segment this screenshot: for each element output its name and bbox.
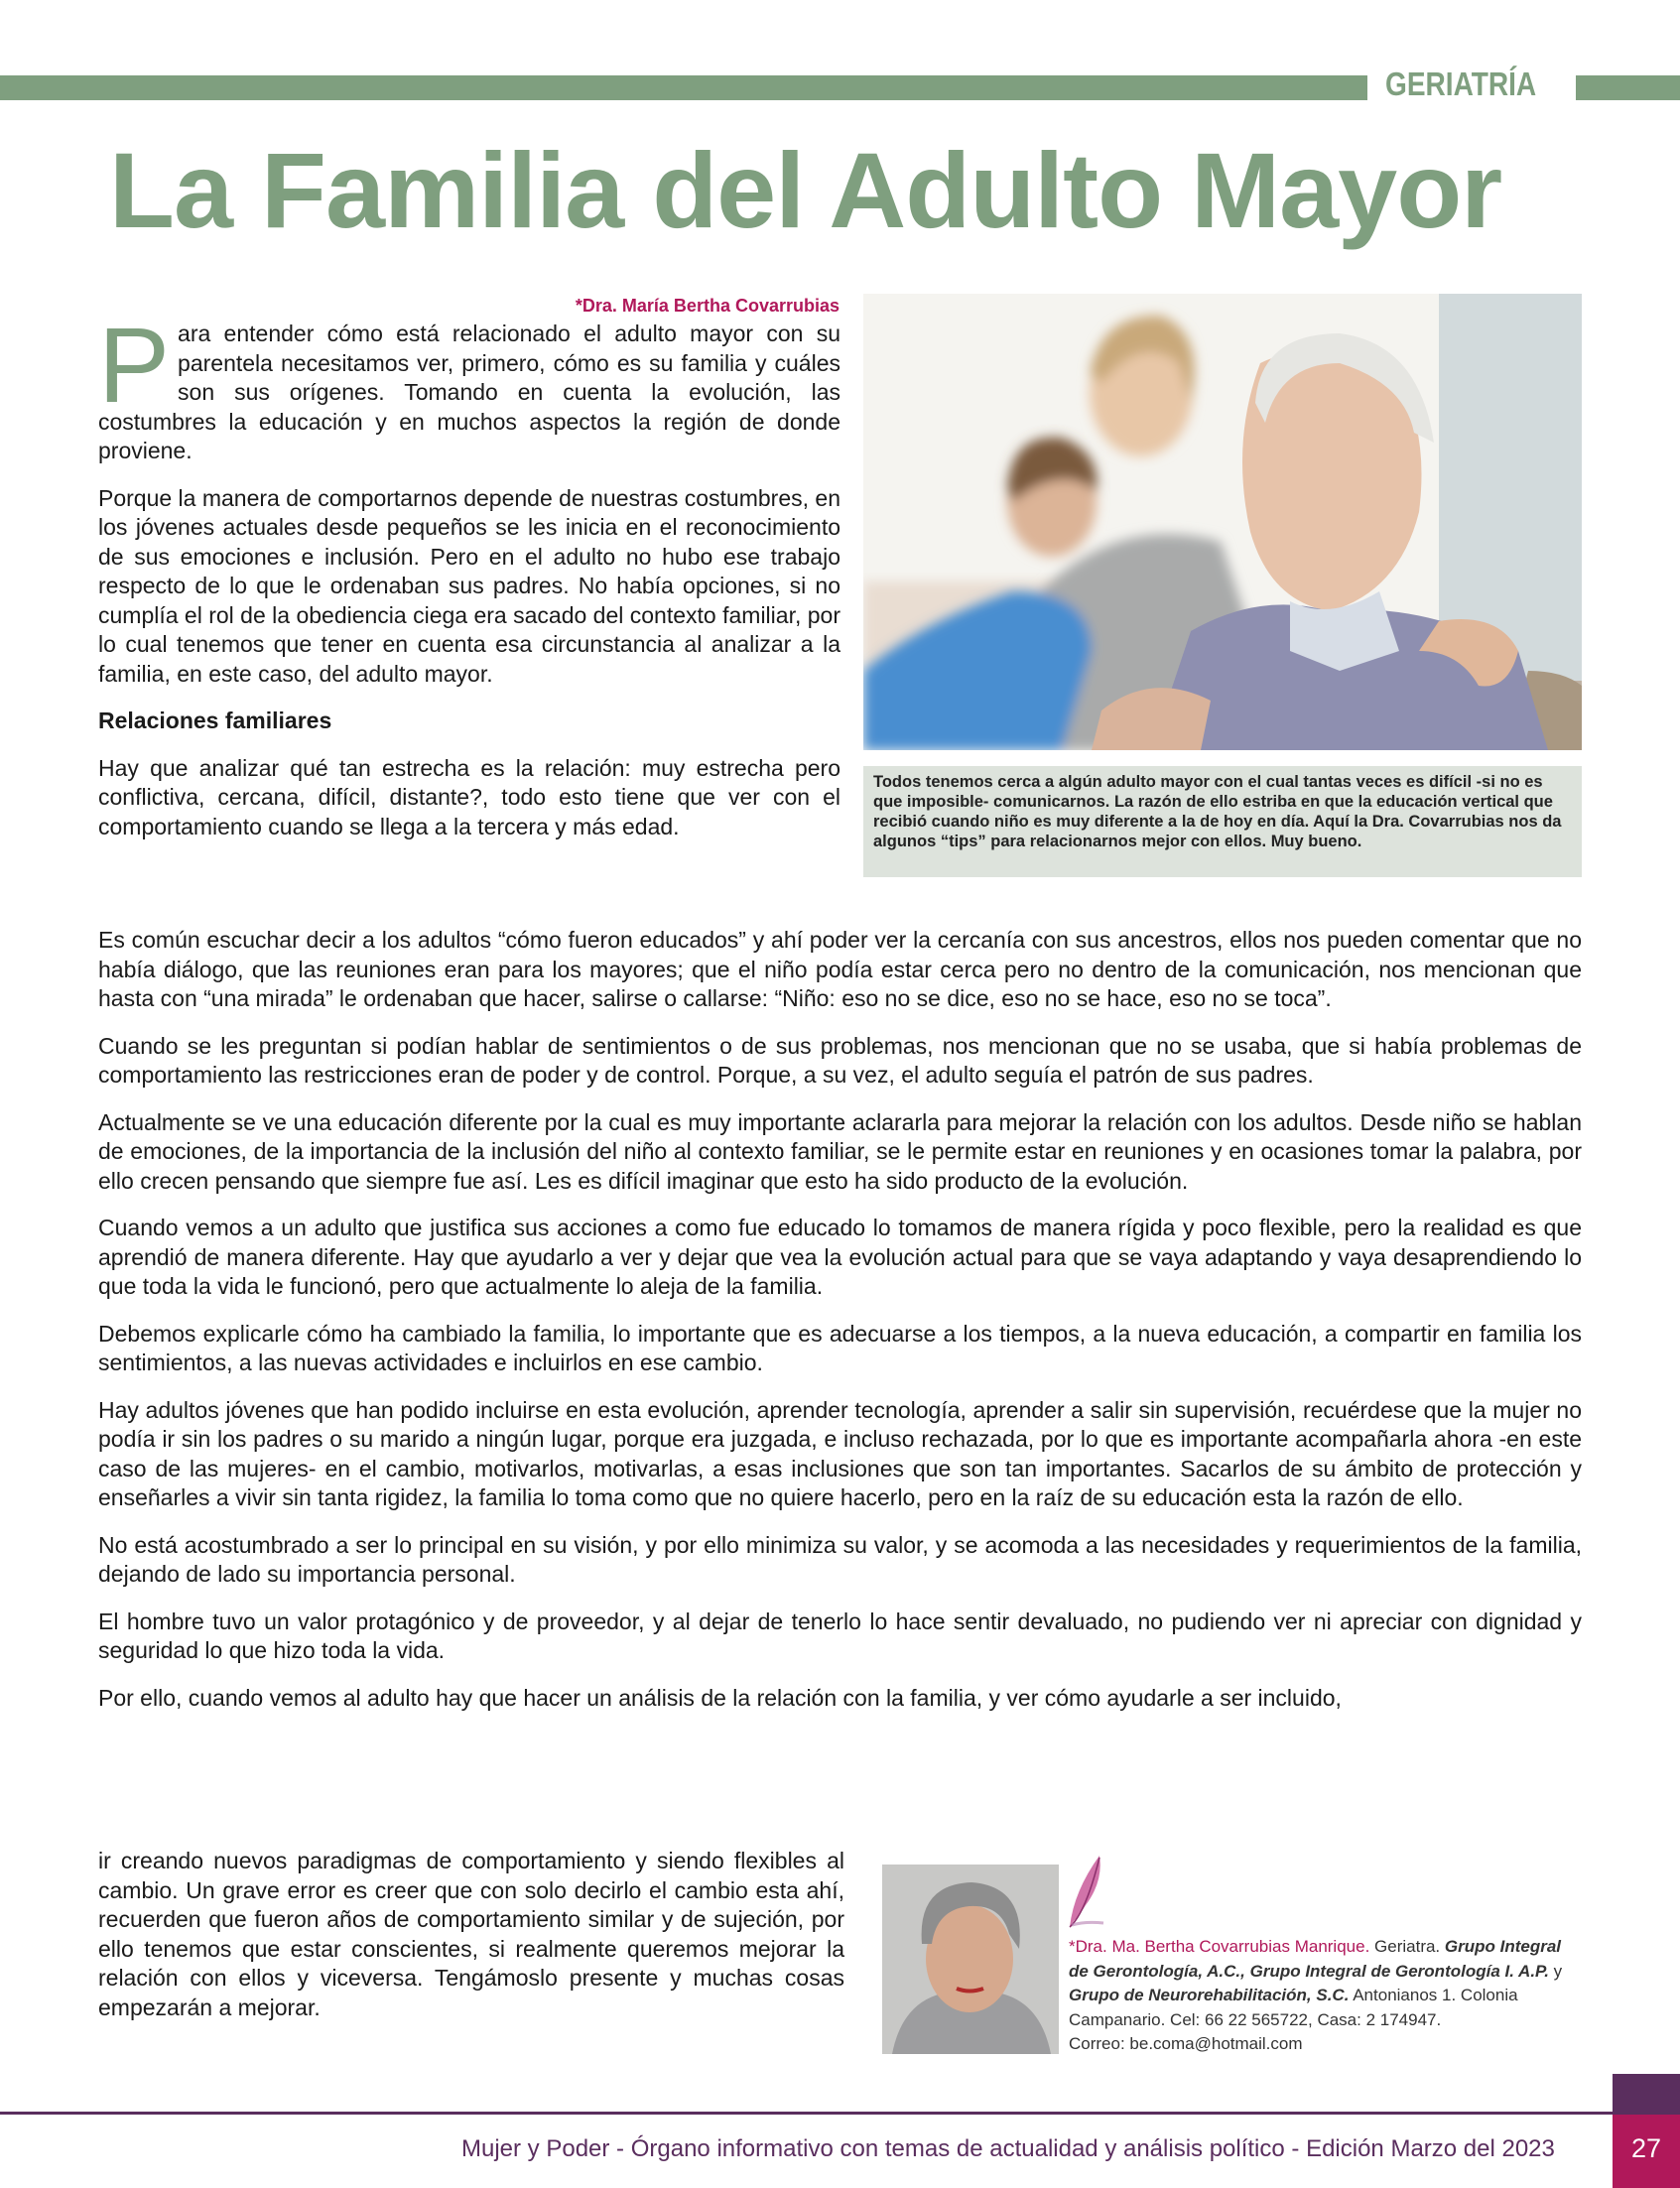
body-paragraph: Hay adultos jóvenes que han podido incluirse en esta evolución, aprender tecnología, aprender a salir sin supervisión, recuérdese que la mujer no podía ir sin los padres o su marido a ningún lugar, porque era juzgada, e incluso rechazada, por lo que es importante acompañarla ahora -en este caso de las mujeres- en el cambio, motivarlos, motivarlas, a esas inclusiones que son tan importantes. Sacarlos de su ámbito de protección y enseñarles a vivir sin tanta rigidez, la familia lo toma como que no quiere hacerlo, pero en la raíz de su educación esta la razón de ello. <box>98 1396 1582 1510</box>
section-bar-right <box>1576 75 1680 100</box>
author-portrait <box>882 1865 1059 2054</box>
author-bio <box>1069 1935 1585 2057</box>
intro-paragraph: Hay que analizar qué tan estrecha es la relación: muy estrecha pero conflictiva, cercana, difícil, distante?, todo esto tiene que ver con el comportamiento cuando se llega a la tercera y más edad. <box>98 754 840 839</box>
section-label: GERIATRÍA <box>1385 65 1537 102</box>
author-photo <box>882 1865 1059 2054</box>
photo-caption: Todos tenemos cerca a algún adulto mayor con el cual tantas veces es difícil -si no es que imposible- comunicarnos. La razón de ello estriba en que la educación vertical que recibió cuando niño es muy diferente a la de hoy en día. Aquí la Dra. Covarrubias nos da algunos “tips” para relacionarnos mejor con ellos. Muy bueno. <box>863 766 1582 877</box>
article-title: La Familia del Adulto Mayor <box>109 130 1502 250</box>
author-organization: Grupo de Neurorehabilitación, S.C. <box>1069 1986 1350 2004</box>
author-byline: *Dra. María Bertha Covarrubias <box>575 296 840 316</box>
author-organizations: Grupo Integral de Gerontología, A.C., Grupo Integral de Gerontología I. A.P. <box>1069 1937 1562 1981</box>
body-paragraph: Es común escuchar decir a los adultos “cómo fueron educados” y ahí poder ver la cercanía con sus ancestros, ellos nos pueden comentar que no había diálogo, que las reuniones eran para los mayores; que el niño podía estar cerca pero no dentro de la comunicación, nos mencionan que hasta con “una mirada” le ordenaban que hacer, salirse o callarse: “Niño: eso no se dice, eso no se hace, eso no se toca”. <box>98 927 1582 1011</box>
body-paragraph: No está acostumbrado a ser lo principal en su visión, y por ello minimiza su valor, y se acomoda a las necesidades y requerimientos de la familia, dejando de lado su importancia personal. <box>98 1531 1582 1587</box>
author-role: Geriatra. <box>1369 1937 1445 1956</box>
author-name: *Dra. Ma. Bertha Covarrubias Manrique. <box>1069 1937 1370 1956</box>
page-number: 27 <box>1630 2133 1662 2163</box>
family-photo-illustration <box>863 294 1582 750</box>
quill-icon <box>1066 1852 1105 1931</box>
drop-cap: P <box>98 305 171 425</box>
body-paragraph: Debemos explicarle cómo ha cambiado la familia, lo importante que es adecuarse a los tiempos, a la nueva educación, a compartir en familia los sentimientos, a las nuevas actividades e incluirlos en ese cambio. <box>98 1320 1582 1375</box>
intro-paragraph: Porque la manera de comportarnos depende de nuestras costumbres, en los jóvenes actuales desde pequeños se les inicia en el reconocimiento de sus emociones e inclusión. Pero en el adulto no hubo ese trabajo respecto de lo que le ordenaban sus padres. No había opciones, si no cumplía el rol de la obediencia ciega era sacado del contexto familiar, por lo cual tenemos que tener en cuenta esa circunstancia al analizar a la familia, en este caso, del adulto mayor. <box>98 484 840 687</box>
author-email[interactable]: Correo: be.coma@hotmail.com <box>1069 2034 1303 2053</box>
author-conjunction: y <box>1548 1961 1563 1981</box>
closing-paragraph: ir creando nuevos paradigmas de comportamiento y siendo flexibles al cambio. Un grave error es creer que con solo decirlo el cambio esta ahí, recuerden que fueron años de comportamiento similar y de sujeción, por ello tenemos que estar conscientes, si realmente queremos mejorar la relación con ellos y viceversa. Tengámoslo presente y muchas cosas empezarán a mejorar. <box>98 1848 844 2020</box>
article-body <box>98 926 1582 1713</box>
section-bar-left <box>0 75 1367 100</box>
body-paragraph: Cuando vemos a un adulto que justifica sus acciones a como fue educado lo tomamos de manera rígida y poco flexible, pero la realidad es que aprendió de manera diferente. Hay que ayudarlo a ver y dejar que vea la evolución actual para que se vaya adaptando y vaya desaprendiendo lo que toda la vida le funcionó, pero que actualmente lo aleja de la familia. <box>98 1215 1582 1299</box>
subheading: Relaciones familiares <box>98 708 332 733</box>
page-tab-top <box>1613 2074 1680 2116</box>
footer-rule <box>0 2112 1614 2115</box>
intro-text: ara entender cómo está relacionado el adulto mayor con su parentela necesitamos ver, primero, cómo es su familia y cuáles son sus orígenes. Tomando en cuenta la evolución, las costumbres la educación y en muchos aspectos la región de donde proviene. <box>98 321 840 463</box>
family-photo <box>863 294 1582 750</box>
author-address: Antonianos 1. Colonia Campanario. Cel: 66 22 565722, Casa: 2 174947. <box>1069 1986 1518 2029</box>
body-paragraph: El hombre tuvo un valor protagónico y de proveedor, y al dejar de tenerlo lo hace sentir devaluado, no pudiendo ver ni apreciar con dignidad y seguridad lo que hizo toda la vida. <box>98 1608 1582 1663</box>
body-paragraph: Por ello, cuando vemos al adulto hay que hacer un análisis de la relación con la familia, y ver cómo ayudarle a ser incluido, <box>98 1684 1342 1711</box>
body-paragraph: Actualmente se ve una educación diferente por la cual es muy importante aclararla para mejorar la relación con los adultos. Desde niño se hablan de emociones, de la importancia de la inclusión del niño al contexto familiar, se le permite estar en reuniones y en ocasiones tomar la palabra, por ello crecen pensando que siempre fue así. Les es difícil imaginar que esto ha sido producto de la evolución. <box>98 1108 1582 1194</box>
body-paragraph: Cuando se les preguntan si podían hablar de sentimientos o de sus problemas, nos mencionan que no se usaba, que si había problemas de comportamiento las restricciones eran de poder y de control. Porque, a su vez, el adulto seguía el patrón de sus padres. <box>98 1032 1582 1088</box>
publication-footer: Mujer y Poder - Órgano informativo con temas de actualidad y análisis político - Edición Marzo del 2023 <box>461 2135 1555 2162</box>
